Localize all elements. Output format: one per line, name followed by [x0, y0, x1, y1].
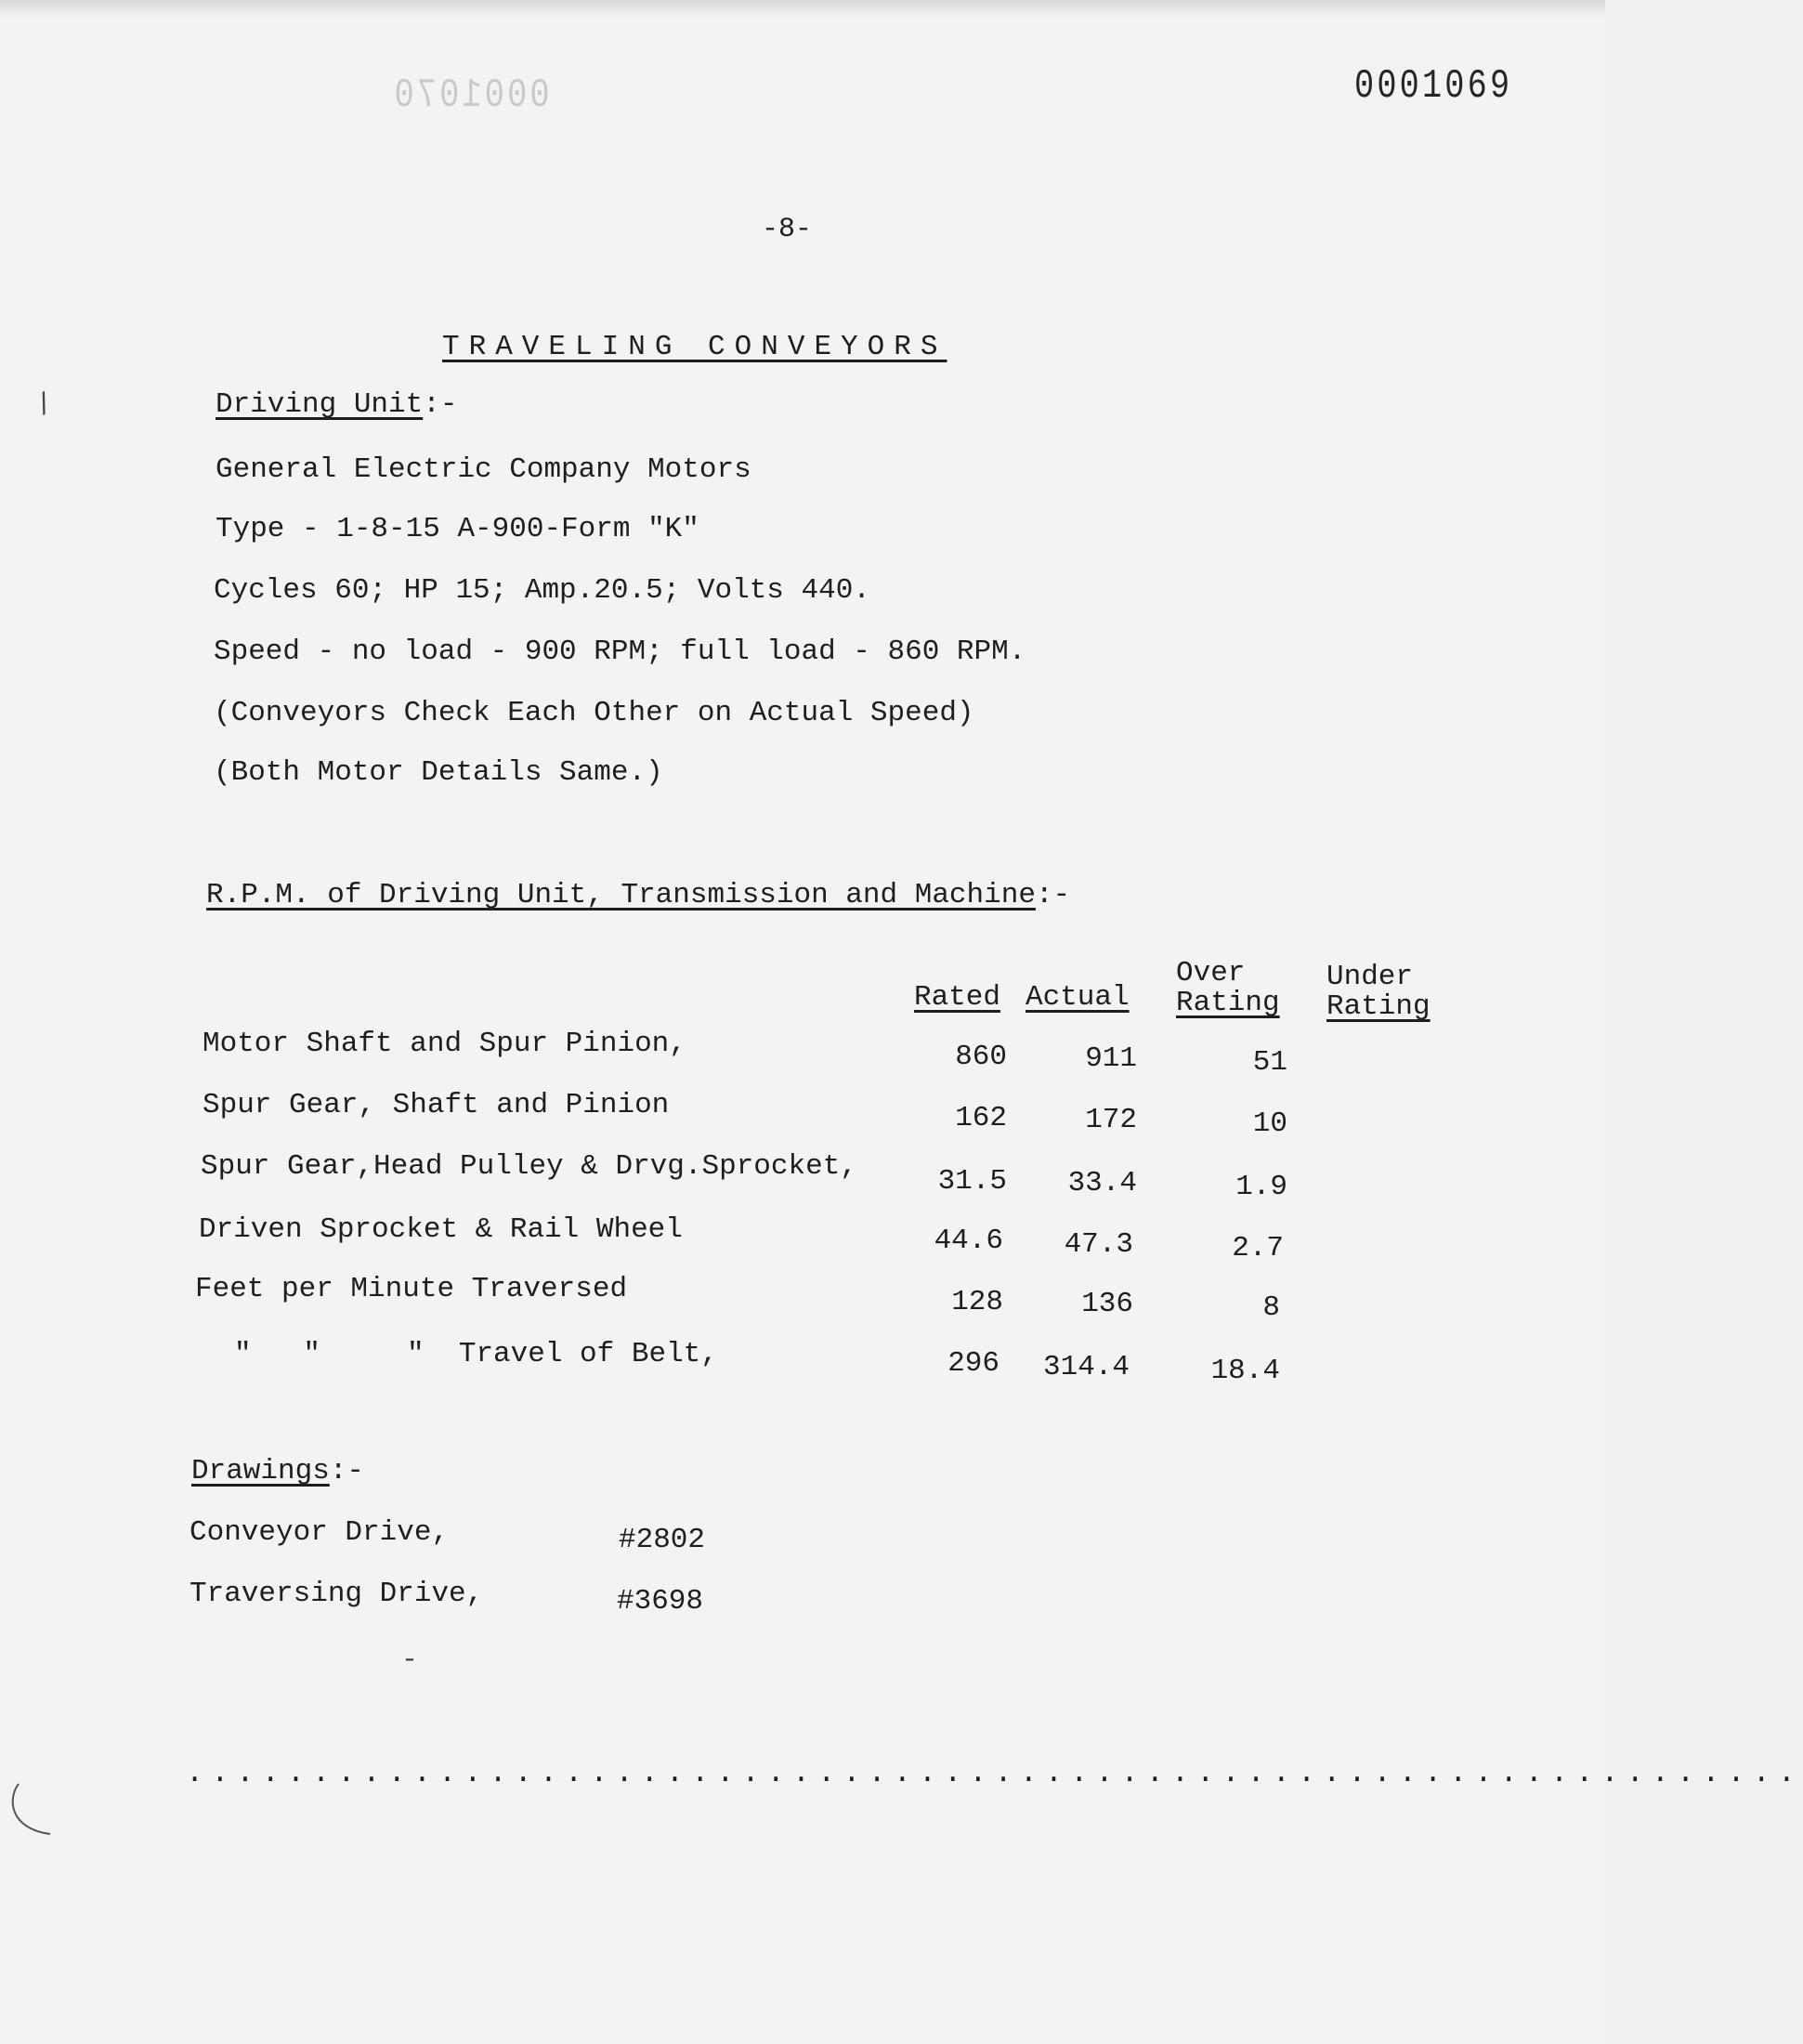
driving-unit-line: (Both Motor Details Same.): [214, 756, 663, 789]
page-corner-curl: [6, 1780, 61, 1845]
table-cell-over: 8: [1262, 1291, 1280, 1324]
driving-unit-line: Type - 1-8-15 A-900-Form "K": [216, 513, 699, 545]
table-cell-actual: 136: [1081, 1288, 1133, 1320]
column-over-bottom: Rating: [1176, 987, 1280, 1019]
driving-unit-line: (Conveyors Check Each Other on Actual Speed): [214, 697, 974, 729]
scan-mark: -: [401, 1644, 419, 1676]
drawings-heading: [191, 1455, 364, 1487]
drawing-number: #3698: [617, 1585, 704, 1618]
column-under-top: Under: [1326, 961, 1414, 993]
table-cell-over: 10: [1252, 1107, 1287, 1140]
table-row-label: Driven Sprocket & Rail Wheel: [199, 1213, 683, 1246]
drawings-heading-suffix: :-: [329, 1455, 365, 1487]
driving-unit-heading-suffix: :-: [423, 388, 458, 421]
table-cell-actual: 911: [1085, 1042, 1137, 1075]
scan-edge-shadow: [0, 0, 1605, 17]
document-number-stamp: 0001069: [1354, 63, 1513, 110]
drawing-number: #2802: [619, 1524, 706, 1556]
drawing-label: Conveyor Drive,: [189, 1516, 450, 1549]
driving-unit-line: Cycles 60; HP 15; Amp.20.5; Volts 440.: [214, 574, 870, 607]
table-cell-over: 1.9: [1235, 1171, 1287, 1203]
table-cell-actual: 47.3: [1064, 1228, 1133, 1261]
rpm-heading: [206, 879, 1070, 911]
table-cell-actual: 33.4: [1067, 1167, 1137, 1199]
rpm-heading-text: R.P.M. of Driving Unit, Transmission and Machine: [206, 879, 1036, 911]
table-cell-rated: 44.6: [934, 1225, 1003, 1257]
table-row-label: Spur Gear,Head Pulley & Drvg.Sprocket,: [201, 1150, 857, 1183]
driving-unit-heading: [216, 388, 457, 421]
table-cell-rated: 162: [955, 1102, 1007, 1134]
table-cell-rated: 296: [947, 1347, 999, 1380]
table-cell-actual: 314.4: [1042, 1351, 1130, 1383]
column-actual: Actual: [1026, 981, 1130, 1014]
driving-unit-heading-text: Driving Unit: [216, 388, 424, 421]
page-number: -8-: [762, 214, 813, 245]
table-row-label: " " " Travel of Belt,: [234, 1338, 718, 1370]
table-cell-over: 51: [1252, 1046, 1287, 1079]
table-cell-over: 2.7: [1232, 1232, 1284, 1264]
scan-mark: /: [30, 387, 61, 425]
table-cell-rated: 31.5: [937, 1165, 1007, 1198]
dotted-separator: ................................................................: [186, 1756, 1803, 1790]
column-over-top: Over: [1176, 957, 1246, 989]
drawings-heading-text: Drawings: [191, 1455, 330, 1487]
column-under-bottom: Rating: [1326, 990, 1431, 1023]
table-row-label: Spur Gear, Shaft and Pinion: [203, 1089, 670, 1121]
column-rated: Rated: [914, 981, 1001, 1014]
rpm-heading-suffix: :-: [1035, 879, 1071, 911]
bleed-through-stamp: 0001070: [391, 72, 550, 119]
table-cell-over: 18.4: [1210, 1355, 1280, 1387]
page-title: TRAVELING CONVEYORS: [442, 331, 947, 363]
driving-unit-line: General Electric Company Motors: [216, 453, 751, 486]
drawing-label: Traversing Drive,: [189, 1578, 484, 1610]
table-row-label: Motor Shaft and Spur Pinion,: [203, 1028, 686, 1060]
table-cell-rated: 128: [951, 1286, 1003, 1318]
driving-unit-line: Speed - no load - 900 RPM; full load - 860 RPM.: [214, 635, 1026, 668]
table-row-label: Feet per Minute Traversed: [195, 1273, 628, 1305]
table-cell-actual: 172: [1085, 1104, 1137, 1136]
table-cell-rated: 860: [955, 1041, 1007, 1073]
